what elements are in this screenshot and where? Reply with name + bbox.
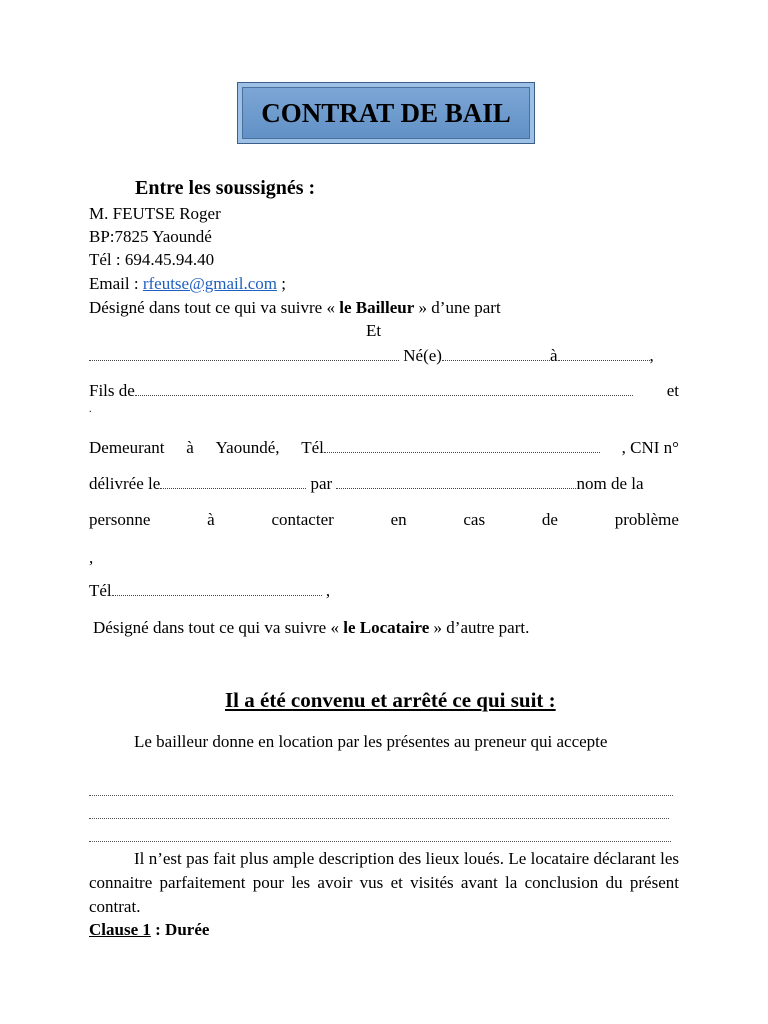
landlord-role: le Bailleur bbox=[339, 298, 415, 317]
landlord-email-line bbox=[89, 273, 286, 295]
issued-line bbox=[89, 473, 644, 495]
lease-paragraph: Le bailleur donne en location par les présentes au preneur qui accepte bbox=[134, 732, 608, 751]
contract-title-box bbox=[237, 82, 535, 144]
residence-line bbox=[89, 437, 679, 459]
id-card-label: , CNI n° bbox=[621, 438, 679, 457]
premises-field-2[interactable] bbox=[89, 818, 669, 819]
word: problème bbox=[614, 510, 679, 529]
landlord-phone: Tél : 694.45.94.40 bbox=[89, 250, 215, 269]
by-label: par bbox=[310, 474, 333, 493]
word: à bbox=[207, 510, 215, 529]
residing-word: Demeurant bbox=[89, 438, 165, 457]
landlord-designation bbox=[89, 297, 501, 319]
email-label: Email : bbox=[89, 274, 143, 293]
contact-phone-field[interactable] bbox=[112, 581, 322, 596]
son-of-label: Fils de bbox=[89, 381, 135, 400]
stray-dot: . bbox=[89, 404, 92, 415]
tenant-birth-line bbox=[89, 345, 654, 367]
email-suffix: ; bbox=[276, 274, 286, 293]
premises-field-3[interactable] bbox=[89, 841, 671, 842]
description-paragraph: Il n’est pas fait plus ample description des lieux loués. Le locataire déclarant les connaitre parfaitement pour les avoir vus et visités avant la conclusion du présent contrat. bbox=[89, 849, 679, 916]
and-label: et bbox=[666, 381, 679, 400]
and-separator: Et bbox=[366, 321, 382, 340]
parents-field[interactable] bbox=[135, 381, 633, 396]
contract-title: CONTRAT DE BAIL bbox=[261, 97, 511, 128]
agreement-heading: Il a été convenu et arrêté ce qui suit : bbox=[225, 688, 556, 712]
word: en bbox=[390, 510, 407, 529]
premises-field-1[interactable] bbox=[89, 795, 673, 796]
parties-heading: Entre les soussignés : bbox=[135, 177, 316, 199]
issued-on-label: délivrée le bbox=[89, 474, 161, 493]
tenant-role: le Locataire bbox=[343, 618, 430, 637]
landlord-name: M. FEUTSE Roger bbox=[89, 204, 221, 223]
clause-label: Clause 1 bbox=[89, 920, 151, 939]
landlord-email-link[interactable]: rfeutse@gmail.com bbox=[142, 274, 277, 293]
city-word: Yaoundé, bbox=[215, 438, 280, 457]
emergency-contact-line bbox=[89, 509, 679, 531]
tel-label: Tél bbox=[89, 581, 112, 600]
clause-title: : Durée bbox=[150, 920, 210, 939]
issue-date-field[interactable] bbox=[160, 474, 306, 489]
contact-phone-line bbox=[89, 580, 330, 602]
tenant-name-field[interactable] bbox=[89, 346, 399, 361]
tenant-designation bbox=[93, 617, 529, 639]
word: cas bbox=[463, 510, 486, 529]
comma: , bbox=[325, 581, 331, 600]
at-label: à bbox=[549, 346, 558, 365]
comma-line: , bbox=[89, 548, 94, 567]
designation-text-end: » d’autre part. bbox=[429, 618, 530, 637]
designation-text-end: » d’une part bbox=[414, 298, 501, 317]
clause-1-heading bbox=[89, 919, 209, 941]
tel-word: Tél bbox=[301, 438, 324, 457]
designation-text: Désigné dans tout ce qui va suivre « bbox=[93, 618, 344, 637]
word: personne bbox=[89, 510, 151, 529]
designation-text: Désigné dans tout ce qui va suivre « bbox=[89, 298, 340, 317]
parents-line bbox=[89, 380, 679, 402]
word: de bbox=[541, 510, 558, 529]
contact-name-label: nom de la bbox=[576, 474, 644, 493]
landlord-po-box: BP:7825 Yaoundé bbox=[89, 227, 212, 246]
at-word: à bbox=[186, 438, 194, 457]
issuer-field[interactable] bbox=[336, 474, 576, 489]
born-label: Né(e) bbox=[403, 346, 442, 365]
birth-date-field[interactable] bbox=[442, 346, 550, 361]
comma: , bbox=[649, 346, 654, 365]
word: contacter bbox=[271, 510, 334, 529]
birth-place-field[interactable] bbox=[558, 346, 650, 361]
tenant-phone-field[interactable] bbox=[324, 438, 600, 453]
